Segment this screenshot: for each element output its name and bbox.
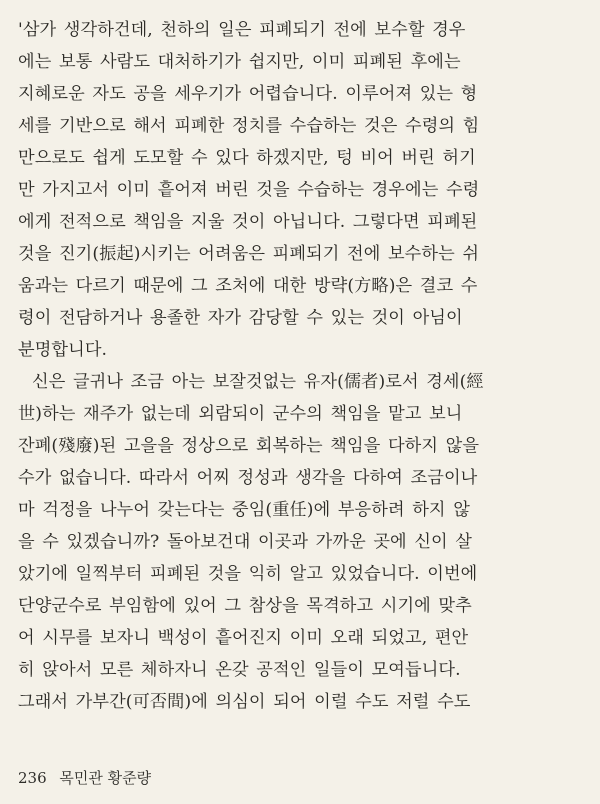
text-line: 만 가지고서 이미 흩어져 버린 것을 수습하는 경우에는 수령 (18, 180, 480, 200)
text-line: 어 시무를 보자니 백성이 흩어진지 이미 오래 되었고, 편안 (18, 628, 469, 648)
text-line: 았기에 일찍부터 피폐된 것을 익히 알고 있었습니다. 이번에 (18, 564, 478, 584)
text-line: 잔폐(殘廢)된 고을을 정상으로 회복하는 책임을 다하지 않을 (18, 436, 480, 456)
text-line: 단양군수로 부임함에 있어 그 참상을 목격하고 시기에 맞추 (18, 596, 472, 616)
text-line: 에는 보통 사람도 대처하기가 쉽지만, 이미 피폐된 후에는 (18, 52, 461, 72)
text-line: 분명합니다. (18, 340, 108, 360)
body-text (18, 14, 588, 718)
text-line: 세를 기반으로 해서 피폐한 정치를 수습하는 것은 수령의 힘 (18, 116, 480, 136)
paragraph-start-line: 신은 글귀나 조금 아는 보잘것없는 유자(儒者)로서 경세(經 (32, 372, 484, 392)
text-line: 만으로도 쉽게 도모할 수 있다 하겠지만, 텅 비어 버린 허기 (18, 148, 476, 168)
text-line: 히 앉아서 모른 체하자니 온갖 공적인 일들이 모여듭니다. (18, 660, 461, 680)
text-line: 령이 전담하거나 용졸한 자가 감당할 수 있는 것이 아님이 (18, 308, 463, 328)
text-line: 에게 전적으로 책임을 지울 것이 아닙니다. 그렇다면 피폐된 (18, 212, 478, 232)
text-line: 世)하는 재주가 없는데 외람되이 군수의 책임을 맡고 보니 (18, 404, 463, 424)
page-number: 236 (18, 769, 47, 787)
text-line: 마 걱정을 나누어 갖는다는 중임(重任)에 부응하려 하지 않 (18, 500, 470, 520)
text-line: 움과는 다르기 때문에 그 조처에 대한 방략(方略)은 결코 수 (18, 276, 478, 296)
page-footer (18, 766, 151, 790)
text-line: 을 수 있겠습니까? 돌아보건대 이곳과 가까운 곳에 신이 살 (18, 532, 472, 552)
book-title: 목민관 황준량 (59, 769, 152, 787)
text-line: 그래서 가부간(可否間)에 의심이 되어 이럴 수도 저럴 수도 (18, 692, 471, 712)
text-line: '삼가 생각하건데, 천하의 일은 피폐되기 전에 보수할 경우 (18, 20, 466, 40)
text-line: 것을 진기(振起)시키는 어려움은 피폐되기 전에 보수하는 쉬 (18, 244, 480, 264)
text-line: 지혜로운 자도 공을 세우기가 어렵습니다. 이루어져 있는 형 (18, 84, 478, 104)
text-line: 수가 없습니다. 따라서 어찌 정성과 생각을 다하여 조금이나 (18, 468, 478, 488)
